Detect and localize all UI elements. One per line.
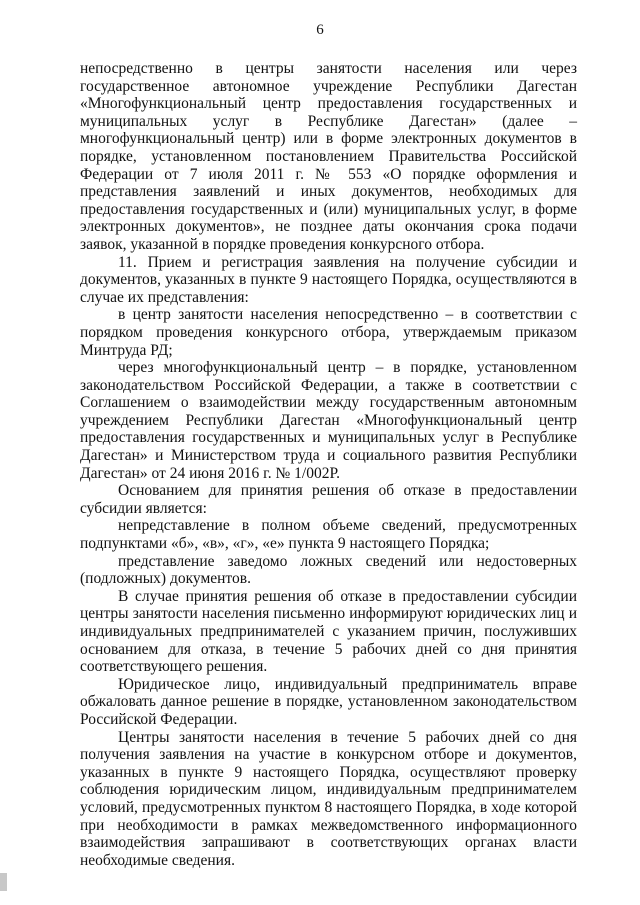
paragraph-item-11: 11. Прием и регистрация заявления на получение субсидии и документов, указанных в пункте 9 настоящего Порядка, осуществляются в случае их представления: bbox=[80, 253, 577, 306]
document-body bbox=[80, 60, 577, 869]
scan-edge-mark bbox=[0, 873, 7, 891]
paragraph-refusal-reason-1: непредставление в полном объеме сведений, предусмотренных подпунктами «б», «в», «г», «е» пункта 9 настоящего Порядка; bbox=[80, 517, 577, 553]
paragraph-employment-center: в центр занятости населения непосредственно – в соответствии с порядком проведения конкурсного отбора, утверждаемым приказом Минтруда РД; bbox=[80, 306, 577, 359]
paragraph-refusal-grounds: Основанием для принятия решения об отказе в предоставлении субсидии является: bbox=[80, 482, 577, 517]
paragraph-multifunctional-center: через многофункциональный центр – в порядке, установленном законодательством Российской Федерации, а также в соответствии с Соглашением о взаимодействии между государственным автономным учреждением Республики Дагестан «Многофункциональный центр предоставления государственных и муниципальных услуг в Республике Дагестан» и Министерством труда и социального развития Республики Дагестан» от 24 июня 2016 г. № 1/002Р. bbox=[80, 359, 577, 482]
page-number: 6 bbox=[316, 22, 324, 38]
paragraph-refusal-notice: В случае принятия решения об отказе в предоставлении субсидии центры занятости населения письменно информируют юридических лиц и индивидуальных предпринимателей с указанием причин, послуживших основанием для отказа, в течение 5 рабочих дней со дня принятия соответствующего решения. bbox=[80, 587, 577, 676]
paragraph-appeal: Юридическое лицо, индивидуальный предприниматель вправе обжаловать данное решение в порядке, установленном законодательством Российской Федерации. bbox=[80, 675, 577, 728]
paragraph-verification: Центры занятости населения в течение 5 рабочих дней со дня получения заявления на участие в конкурсном отборе и документов, указанных в пункте 9 настоящего Порядка, осуществляют проверку соблюдения юридическим лицом, индивидуальным предпринимателем условий, предусмотренных пунктом 8 настоящего Порядка, в ходе которой при необходимости в рамках межведомственного информационного взаимодействия запрашивают в соответствующих органах власти необходимые сведения. bbox=[80, 728, 577, 869]
paragraph-refusal-reason-2: представление заведомо ложных сведений или недостоверных (подложных) документов. bbox=[80, 552, 577, 588]
paragraph-continuation: непосредственно в центры занятости населения или через государственное автономное учреждение Республики Дагестан «Многофункциональный центр предоставления государственных и муниципальных услуг в Республике Дагестан» (далее – многофункциональный центр) или в форме электронных документов в порядке, установленном постановлением Правительства Российской Федерации от 7 июля 2011 г. № 553 «О порядке оформления и представления заявлений и иных документов, необходимых для предоставления государственных и (или) муниципальных услуг, в форме электронных документов», не позднее даты окончания срока подачи заявок, указанной в порядке проведения конкурсного отбора. bbox=[80, 60, 577, 253]
